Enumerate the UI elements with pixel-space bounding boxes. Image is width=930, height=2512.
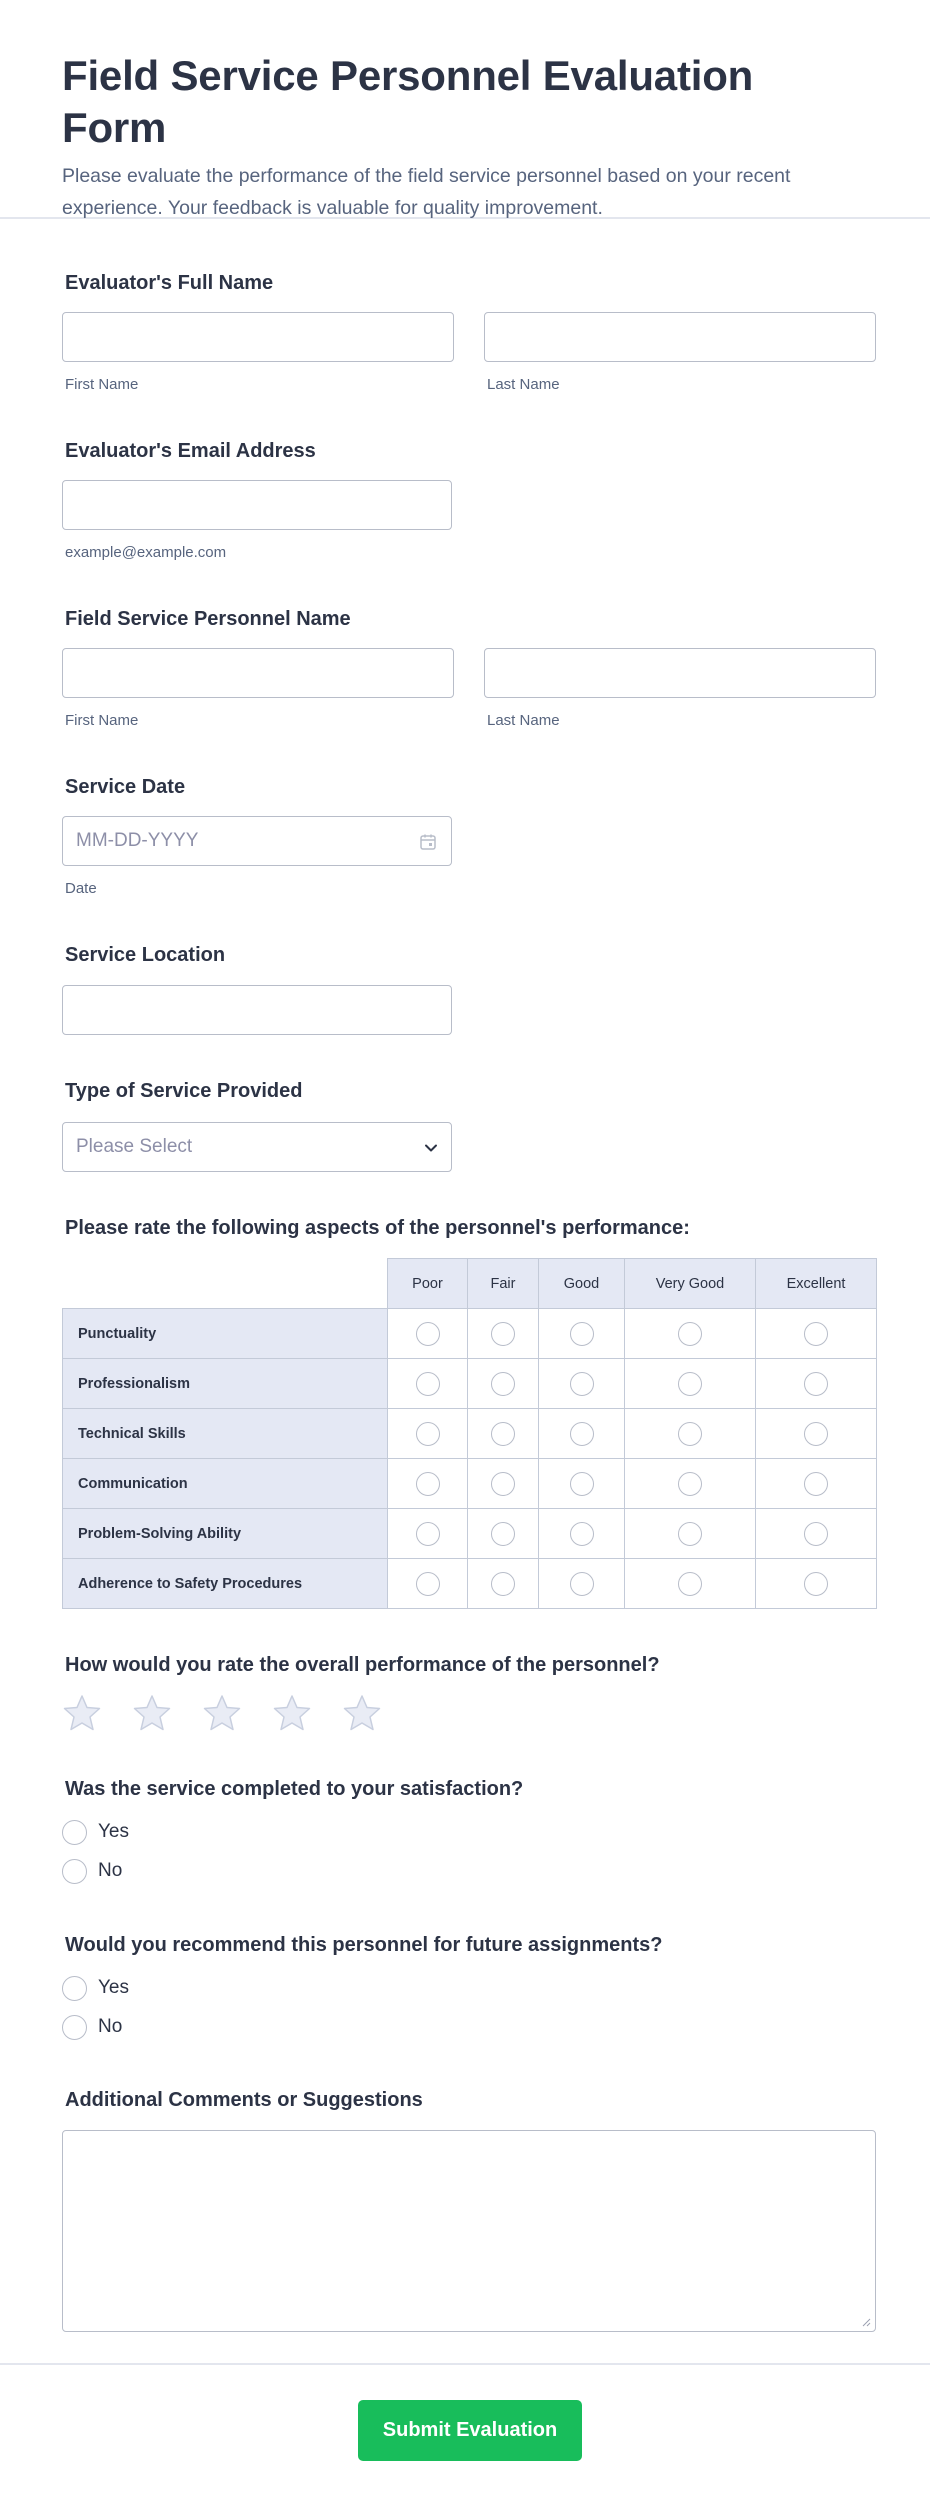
matrix-row: [63, 1559, 877, 1609]
matrix-radio[interactable]: [491, 1422, 515, 1446]
matrix-radio[interactable]: [491, 1372, 515, 1396]
service-type-selected: Please Select: [76, 1136, 193, 1157]
matrix-row-label: Problem-Solving Ability: [63, 1509, 388, 1559]
evaluator-name-label: Evaluator's Full Name: [65, 272, 274, 294]
matrix-radio[interactable]: [678, 1572, 702, 1596]
satisfaction-yes-radio[interactable]: [62, 1820, 87, 1845]
resize-handle-icon[interactable]: [861, 2317, 871, 2327]
star-icon[interactable]: [342, 1693, 382, 1733]
form-header: [0, 0, 930, 219]
satisfaction-no-radio[interactable]: [62, 1859, 87, 1884]
matrix-row-label: Adherence to Safety Procedures: [63, 1559, 388, 1609]
personnel-last-name-sublabel: Last Name: [487, 712, 560, 729]
matrix-radio[interactable]: [678, 1522, 702, 1546]
overall-rating-label: How would you rate the overall performance of the personnel?: [65, 1654, 660, 1676]
matrix-radio[interactable]: [416, 1372, 440, 1396]
matrix-radio[interactable]: [570, 1572, 594, 1596]
matrix-row-label: Technical Skills: [63, 1409, 388, 1459]
matrix-radio[interactable]: [678, 1472, 702, 1496]
matrix-radio[interactable]: [804, 1322, 828, 1346]
service-date-input[interactable]: [62, 816, 452, 866]
recommend-no-label: No: [98, 2016, 123, 2037]
service-date-sublabel: Date: [65, 880, 97, 897]
matrix-radio[interactable]: [416, 1322, 440, 1346]
calendar-icon[interactable]: [419, 833, 437, 851]
matrix-radio[interactable]: [570, 1522, 594, 1546]
matrix-row: [63, 1309, 877, 1359]
personnel-first-name-sublabel: First Name: [65, 712, 139, 729]
matrix-column-header: Fair: [468, 1259, 539, 1309]
matrix-row: [63, 1509, 877, 1559]
matrix-column-header: Poor: [388, 1259, 468, 1309]
satisfaction-label: Was the service completed to your satisfaction?: [65, 1778, 524, 1800]
chevron-down-icon: [423, 1140, 439, 1156]
rating-matrix-label: Please rate the following aspects of the personnel's performance:: [65, 1217, 690, 1239]
evaluator-last-name-sublabel: Last Name: [487, 376, 560, 393]
matrix-radio[interactable]: [570, 1472, 594, 1496]
personnel-first-name-input[interactable]: [62, 648, 454, 698]
matrix-radio[interactable]: [416, 1522, 440, 1546]
service-type-select[interactable]: [62, 1122, 452, 1172]
matrix-corner: [63, 1259, 388, 1309]
matrix-radio[interactable]: [491, 1572, 515, 1596]
matrix-radio[interactable]: [491, 1472, 515, 1496]
evaluator-email-input[interactable]: [62, 480, 452, 530]
matrix-radio[interactable]: [416, 1422, 440, 1446]
satisfaction-option-no[interactable]: [62, 1858, 122, 1884]
matrix-radio[interactable]: [804, 1372, 828, 1396]
submit-button[interactable]: Submit Evaluation: [358, 2400, 582, 2461]
matrix-radio[interactable]: [678, 1372, 702, 1396]
satisfaction-no-label: No: [98, 1860, 123, 1881]
comments-textarea[interactable]: [62, 2130, 876, 2332]
service-type-label: Type of Service Provided: [65, 1080, 303, 1102]
evaluator-email-label: Evaluator's Email Address: [65, 440, 316, 462]
recommend-option-no[interactable]: [62, 2014, 122, 2040]
footer-divider: [0, 2363, 930, 2365]
evaluator-first-name-input[interactable]: [62, 312, 454, 362]
matrix-radio[interactable]: [570, 1322, 594, 1346]
matrix-row: [63, 1409, 877, 1459]
matrix-radio[interactable]: [804, 1522, 828, 1546]
matrix-radio[interactable]: [804, 1472, 828, 1496]
matrix-radio[interactable]: [678, 1422, 702, 1446]
star-rating: [62, 1693, 382, 1733]
matrix-column-header: Very Good: [625, 1259, 756, 1309]
matrix-radio[interactable]: [804, 1422, 828, 1446]
service-location-label: Service Location: [65, 944, 226, 966]
recommend-label: Would you recommend this personnel for future assignments?: [65, 1934, 663, 1956]
recommend-yes-label: Yes: [98, 1977, 129, 1998]
matrix-header-row: [63, 1259, 877, 1309]
matrix-radio[interactable]: [416, 1472, 440, 1496]
service-date-placeholder: MM-DD-YYYY: [76, 830, 199, 851]
recommend-no-radio[interactable]: [62, 2015, 87, 2040]
form-subtitle: Please evaluate the performance of the field service personnel based on your recent experience. Your feedback is valuable for quality improvement.: [62, 165, 791, 219]
matrix-row-label: Punctuality: [63, 1309, 388, 1359]
matrix-column-header: Good: [539, 1259, 625, 1309]
matrix-radio[interactable]: [804, 1572, 828, 1596]
evaluator-first-name-sublabel: First Name: [65, 376, 139, 393]
personnel-last-name-input[interactable]: [484, 648, 876, 698]
star-icon[interactable]: [272, 1693, 312, 1733]
personnel-name-label: Field Service Personnel Name: [65, 608, 351, 630]
satisfaction-option-yes[interactable]: [62, 1819, 129, 1845]
satisfaction-yes-label: Yes: [98, 1821, 129, 1842]
star-icon[interactable]: [62, 1693, 102, 1733]
evaluator-last-name-input[interactable]: [484, 312, 876, 362]
service-location-input[interactable]: [62, 985, 452, 1035]
matrix-row: [63, 1359, 877, 1409]
matrix-row-label: Communication: [63, 1459, 388, 1509]
recommend-option-yes[interactable]: [62, 1975, 129, 2001]
star-icon[interactable]: [202, 1693, 242, 1733]
matrix-radio[interactable]: [678, 1322, 702, 1346]
star-icon[interactable]: [132, 1693, 172, 1733]
form-title: Field Service Personnel Evaluation Form: [62, 52, 754, 151]
comments-label: Additional Comments or Suggestions: [65, 2089, 423, 2111]
matrix-column-header: Excellent: [756, 1259, 877, 1309]
matrix-row: [63, 1459, 877, 1509]
matrix-radio[interactable]: [570, 1422, 594, 1446]
matrix-row-label: Professionalism: [63, 1359, 388, 1409]
matrix-radio[interactable]: [491, 1522, 515, 1546]
evaluator-email-sublabel: example@example.com: [65, 544, 227, 561]
matrix-radio[interactable]: [416, 1572, 440, 1596]
matrix-radio[interactable]: [570, 1372, 594, 1396]
recommend-yes-radio[interactable]: [62, 1976, 87, 2001]
rating-matrix: [62, 1258, 877, 1609]
service-date-label: Service Date: [65, 776, 186, 798]
matrix-radio[interactable]: [491, 1322, 515, 1346]
